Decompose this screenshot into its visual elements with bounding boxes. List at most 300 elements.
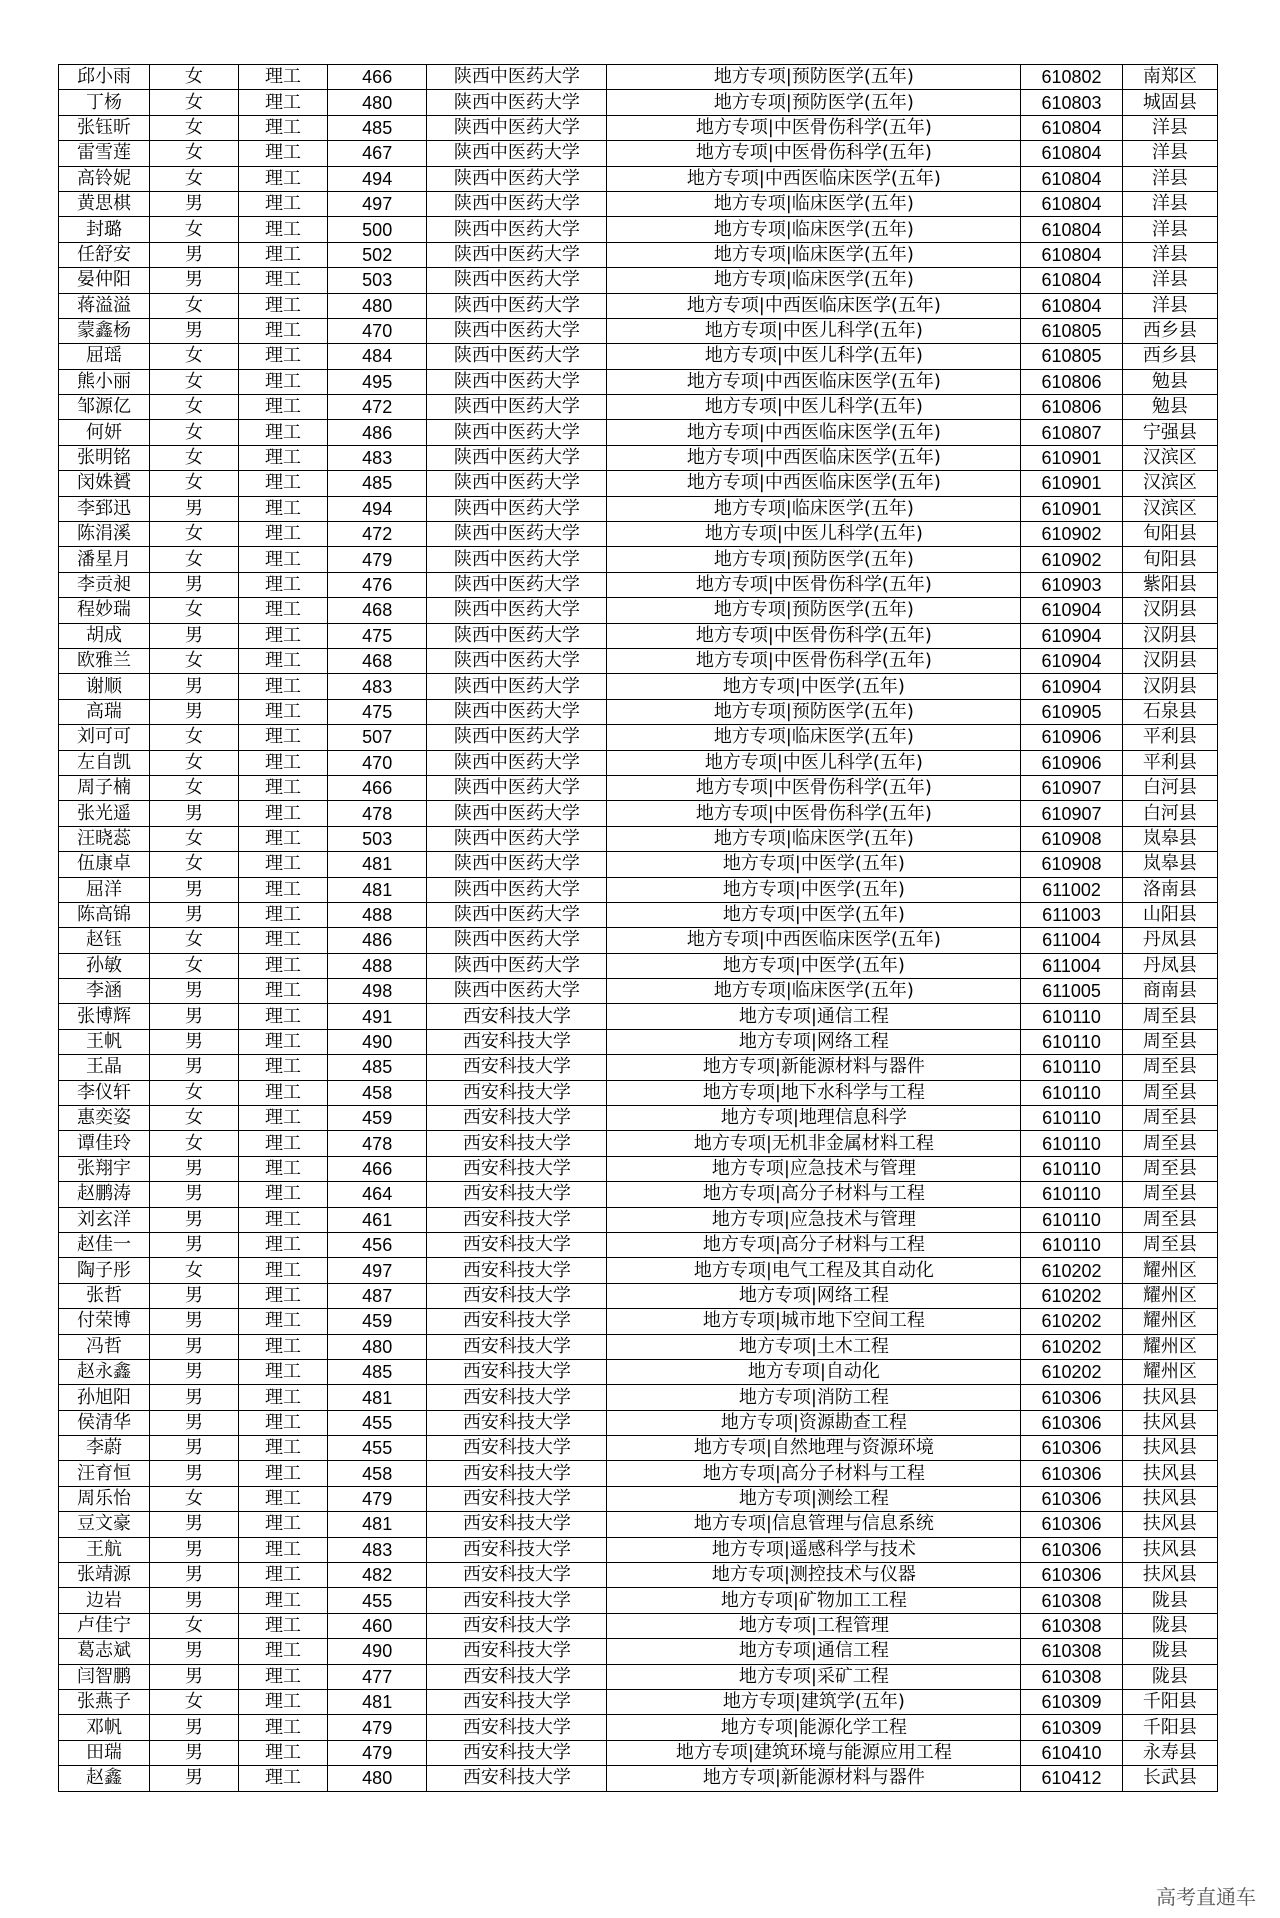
university-cell: 陕西中医药大学 [427,268,607,293]
name-cell: 陈涓溪 [59,522,150,547]
gender-cell: 男 [150,801,239,826]
table-row [59,928,1218,953]
major-cell: 地方专项|预防医学(五年) [607,65,1021,90]
major-cell: 地方专项|无机非金属材料工程 [607,1131,1021,1156]
code-cell: 610202 [1021,1309,1122,1334]
district-cell: 洛南县 [1122,877,1217,902]
gender-cell: 男 [150,191,239,216]
category-cell: 理工 [239,1309,328,1334]
major-cell: 地方专项|建筑环境与能源应用工程 [607,1740,1021,1765]
table-row [59,1359,1218,1384]
category-cell: 理工 [239,522,328,547]
district-cell: 汉阴县 [1122,674,1217,699]
category-cell: 理工 [239,877,328,902]
major-cell: 地方专项|高分子材料与工程 [607,1232,1021,1257]
name-cell: 张博辉 [59,1004,150,1029]
district-cell: 丹凤县 [1122,953,1217,978]
major-cell: 地方专项|工程管理 [607,1613,1021,1638]
category-cell: 理工 [239,1334,328,1359]
major-cell: 地方专项|新能源材料与器件 [607,1766,1021,1791]
district-cell: 汉滨区 [1122,496,1217,521]
name-cell: 赵永鑫 [59,1359,150,1384]
score-cell: 475 [328,623,427,648]
name-cell: 惠奕姿 [59,1106,150,1131]
university-cell: 陕西中医药大学 [427,547,607,572]
code-cell: 610308 [1021,1664,1122,1689]
university-cell: 陕西中医药大学 [427,293,607,318]
district-cell: 汉阴县 [1122,648,1217,673]
code-cell: 610202 [1021,1359,1122,1384]
university-cell: 陕西中医药大学 [427,420,607,445]
score-cell: 455 [328,1588,427,1613]
university-cell: 陕西中医药大学 [427,191,607,216]
name-cell: 刘玄洋 [59,1207,150,1232]
district-cell: 白河县 [1122,775,1217,800]
major-cell: 地方专项|中医儿科学(五年) [607,522,1021,547]
category-cell: 理工 [239,268,328,293]
university-cell: 陕西中医药大学 [427,801,607,826]
category-cell: 理工 [239,953,328,978]
table-row [59,725,1218,750]
district-cell: 西乡县 [1122,344,1217,369]
code-cell: 611005 [1021,979,1122,1004]
gender-cell: 女 [150,1258,239,1283]
code-cell: 610412 [1021,1766,1122,1791]
district-cell: 丹凤县 [1122,928,1217,953]
major-cell: 地方专项|消防工程 [607,1385,1021,1410]
district-cell: 南郑区 [1122,65,1217,90]
university-cell: 陕西中医药大学 [427,852,607,877]
category-cell: 理工 [239,750,328,775]
code-cell: 610804 [1021,268,1122,293]
score-cell: 507 [328,725,427,750]
district-cell: 平利县 [1122,725,1217,750]
university-cell: 西安科技大学 [427,1512,607,1537]
table-row [59,979,1218,1004]
score-cell: 464 [328,1182,427,1207]
code-cell: 610110 [1021,1232,1122,1257]
university-cell: 陕西中医药大学 [427,674,607,699]
table-row [59,852,1218,877]
major-cell: 地方专项|中医骨伤科学(五年) [607,648,1021,673]
name-cell: 程妙瑞 [59,598,150,623]
major-cell: 地方专项|中西医临床医学(五年) [607,420,1021,445]
major-cell: 地方专项|新能源材料与器件 [607,1055,1021,1080]
gender-cell: 女 [150,1080,239,1105]
gender-cell: 女 [150,420,239,445]
name-cell: 高瑞 [59,699,150,724]
score-cell: 480 [328,90,427,115]
code-cell: 610805 [1021,318,1122,343]
district-cell: 周至县 [1122,1106,1217,1131]
major-cell: 地方专项|临床医学(五年) [607,725,1021,750]
score-cell: 481 [328,852,427,877]
district-cell: 洋县 [1122,293,1217,318]
table-row [59,242,1218,267]
district-cell: 石泉县 [1122,699,1217,724]
code-cell: 610110 [1021,1156,1122,1181]
score-cell: 479 [328,1715,427,1740]
university-cell: 西安科技大学 [427,1410,607,1435]
score-cell: 472 [328,522,427,547]
major-cell: 地方专项|中医儿科学(五年) [607,318,1021,343]
major-cell: 地方专项|信息管理与信息系统 [607,1512,1021,1537]
district-cell: 勉县 [1122,395,1217,420]
university-cell: 西安科技大学 [427,1283,607,1308]
code-cell: 610308 [1021,1613,1122,1638]
major-cell: 地方专项|中医骨伤科学(五年) [607,801,1021,826]
university-cell: 陕西中医药大学 [427,395,607,420]
district-cell: 扶风县 [1122,1410,1217,1435]
district-cell: 周至县 [1122,1156,1217,1181]
table-row [59,699,1218,724]
district-cell: 永寿县 [1122,1740,1217,1765]
table-row [59,522,1218,547]
name-cell: 欧雅兰 [59,648,150,673]
name-cell: 任舒安 [59,242,150,267]
score-cell: 485 [328,471,427,496]
category-cell: 理工 [239,801,328,826]
major-cell: 地方专项|通信工程 [607,1004,1021,1029]
table-row [59,1563,1218,1588]
gender-cell: 女 [150,725,239,750]
category-cell: 理工 [239,1690,328,1715]
name-cell: 王晶 [59,1055,150,1080]
major-cell: 地方专项|资源勘查工程 [607,1410,1021,1435]
category-cell: 理工 [239,1766,328,1791]
code-cell: 610901 [1021,496,1122,521]
district-cell: 长武县 [1122,1766,1217,1791]
gender-cell: 男 [150,1563,239,1588]
name-cell: 张翔宇 [59,1156,150,1181]
table-row [59,1004,1218,1029]
university-cell: 西安科技大学 [427,1766,607,1791]
gender-cell: 男 [150,1715,239,1740]
score-cell: 483 [328,1537,427,1562]
name-cell: 闵姝贇 [59,471,150,496]
name-cell: 侯清华 [59,1410,150,1435]
category-cell: 理工 [239,852,328,877]
major-cell: 地方专项|中医儿科学(五年) [607,344,1021,369]
category-cell: 理工 [239,90,328,115]
district-cell: 平利县 [1122,750,1217,775]
university-cell: 西安科技大学 [427,1537,607,1562]
university-cell: 西安科技大学 [427,1486,607,1511]
university-cell: 陕西中医药大学 [427,623,607,648]
table-row [59,674,1218,699]
major-cell: 地方专项|中医学(五年) [607,674,1021,699]
university-cell: 陕西中医药大学 [427,141,607,166]
score-cell: 466 [328,1156,427,1181]
district-cell: 白河县 [1122,801,1217,826]
score-cell: 486 [328,928,427,953]
score-cell: 458 [328,1461,427,1486]
gender-cell: 男 [150,268,239,293]
score-cell: 478 [328,801,427,826]
score-cell: 461 [328,1207,427,1232]
table-row [59,1664,1218,1689]
district-cell: 洋县 [1122,217,1217,242]
category-cell: 理工 [239,217,328,242]
name-cell: 雷雪莲 [59,141,150,166]
score-cell: 481 [328,1385,427,1410]
name-cell: 丁杨 [59,90,150,115]
district-cell: 周至县 [1122,1080,1217,1105]
score-cell: 490 [328,1639,427,1664]
name-cell: 田瑞 [59,1740,150,1765]
category-cell: 理工 [239,318,328,343]
code-cell: 610901 [1021,471,1122,496]
gender-cell: 女 [150,166,239,191]
university-cell: 西安科技大学 [427,1156,607,1181]
code-cell: 610806 [1021,395,1122,420]
code-cell: 611004 [1021,928,1122,953]
table-row [59,826,1218,851]
table-row [59,1207,1218,1232]
score-cell: 494 [328,166,427,191]
name-cell: 汪晓蕊 [59,826,150,851]
category-cell: 理工 [239,344,328,369]
category-cell: 理工 [239,1486,328,1511]
score-cell: 485 [328,1055,427,1080]
major-cell: 地方专项|中医学(五年) [607,953,1021,978]
gender-cell: 男 [150,623,239,648]
name-cell: 张哲 [59,1283,150,1308]
university-cell: 陕西中医药大学 [427,496,607,521]
gender-cell: 女 [150,928,239,953]
name-cell: 张燕子 [59,1690,150,1715]
code-cell: 610306 [1021,1410,1122,1435]
university-cell: 陕西中医药大学 [427,115,607,140]
category-cell: 理工 [239,1207,328,1232]
table-row [59,1029,1218,1054]
gender-cell: 男 [150,1385,239,1410]
name-cell: 封璐 [59,217,150,242]
name-cell: 邹源亿 [59,395,150,420]
name-cell: 张钰昕 [59,115,150,140]
university-cell: 陕西中医药大学 [427,699,607,724]
major-cell: 地方专项|临床医学(五年) [607,191,1021,216]
name-cell: 屈瑶 [59,344,150,369]
table-row [59,1156,1218,1181]
name-cell: 冯哲 [59,1334,150,1359]
major-cell: 地方专项|中医学(五年) [607,902,1021,927]
gender-cell: 男 [150,1334,239,1359]
name-cell: 伍康卓 [59,852,150,877]
major-cell: 地方专项|建筑学(五年) [607,1690,1021,1715]
category-cell: 理工 [239,420,328,445]
gender-cell: 女 [150,141,239,166]
district-cell: 周至县 [1122,1182,1217,1207]
name-cell: 陈高锦 [59,902,150,927]
district-cell: 扶风县 [1122,1385,1217,1410]
category-cell: 理工 [239,699,328,724]
admission-list-table [58,64,1218,1792]
major-cell: 地方专项|城市地下空间工程 [607,1309,1021,1334]
name-cell: 邓帆 [59,1715,150,1740]
university-cell: 陕西中医药大学 [427,979,607,1004]
category-cell: 理工 [239,496,328,521]
gender-cell: 女 [150,852,239,877]
gender-cell: 男 [150,1512,239,1537]
name-cell: 边岩 [59,1588,150,1613]
district-cell: 城固县 [1122,90,1217,115]
name-cell: 豆文豪 [59,1512,150,1537]
university-cell: 陕西中医药大学 [427,445,607,470]
category-cell: 理工 [239,1613,328,1638]
category-cell: 理工 [239,65,328,90]
code-cell: 610802 [1021,65,1122,90]
category-cell: 理工 [239,674,328,699]
table-row [59,877,1218,902]
university-cell: 陕西中医药大学 [427,902,607,927]
code-cell: 610306 [1021,1563,1122,1588]
district-cell: 洋县 [1122,141,1217,166]
category-cell: 理工 [239,572,328,597]
category-cell: 理工 [239,166,328,191]
name-cell: 李贡昶 [59,572,150,597]
district-cell: 千阳县 [1122,1690,1217,1715]
code-cell: 610110 [1021,1207,1122,1232]
score-cell: 460 [328,1613,427,1638]
gender-cell: 女 [150,65,239,90]
score-cell: 480 [328,293,427,318]
gender-cell: 女 [150,395,239,420]
major-cell: 地方专项|采矿工程 [607,1664,1021,1689]
table-row [59,902,1218,927]
major-cell: 地方专项|临床医学(五年) [607,217,1021,242]
gender-cell: 男 [150,1461,239,1486]
name-cell: 王帆 [59,1029,150,1054]
name-cell: 李郅迅 [59,496,150,521]
major-cell: 地方专项|中西医临床医学(五年) [607,471,1021,496]
university-cell: 陕西中医药大学 [427,877,607,902]
score-cell: 498 [328,979,427,1004]
score-cell: 478 [328,1131,427,1156]
category-cell: 理工 [239,1029,328,1054]
code-cell: 610306 [1021,1512,1122,1537]
major-cell: 地方专项|遥感科学与技术 [607,1537,1021,1562]
table-row [59,318,1218,343]
district-cell: 陇县 [1122,1639,1217,1664]
major-cell: 地方专项|预防医学(五年) [607,90,1021,115]
university-cell: 西安科技大学 [427,1613,607,1638]
category-cell: 理工 [239,775,328,800]
table-row [59,1613,1218,1638]
category-cell: 理工 [239,1410,328,1435]
university-cell: 陕西中医药大学 [427,318,607,343]
code-cell: 610904 [1021,623,1122,648]
score-cell: 476 [328,572,427,597]
gender-cell: 女 [150,598,239,623]
score-cell: 479 [328,1486,427,1511]
score-cell: 500 [328,217,427,242]
category-cell: 理工 [239,395,328,420]
name-cell: 周乐怡 [59,1486,150,1511]
district-cell: 周至县 [1122,1131,1217,1156]
score-cell: 468 [328,648,427,673]
score-cell: 470 [328,750,427,775]
table-row [59,623,1218,648]
district-cell: 扶风县 [1122,1486,1217,1511]
code-cell: 610907 [1021,801,1122,826]
university-cell: 西安科技大学 [427,1258,607,1283]
table-row [59,1740,1218,1765]
university-cell: 西安科技大学 [427,1436,607,1461]
category-cell: 理工 [239,1131,328,1156]
name-cell: 张靖源 [59,1563,150,1588]
name-cell: 汪育恒 [59,1461,150,1486]
gender-cell: 男 [150,1232,239,1257]
university-cell: 西安科技大学 [427,1004,607,1029]
code-cell: 610805 [1021,344,1122,369]
category-cell: 理工 [239,1537,328,1562]
district-cell: 陇县 [1122,1588,1217,1613]
name-cell: 李仪轩 [59,1080,150,1105]
table-row [59,1715,1218,1740]
district-cell: 耀州区 [1122,1334,1217,1359]
name-cell: 孙敏 [59,953,150,978]
major-cell: 地方专项|预防医学(五年) [607,547,1021,572]
category-cell: 理工 [239,598,328,623]
name-cell: 卢佳宁 [59,1613,150,1638]
name-cell: 赵鑫 [59,1766,150,1791]
district-cell: 周至县 [1122,1232,1217,1257]
score-cell: 497 [328,191,427,216]
code-cell: 610806 [1021,369,1122,394]
district-cell: 周至县 [1122,1055,1217,1080]
district-cell: 岚皋县 [1122,826,1217,851]
code-cell: 610410 [1021,1740,1122,1765]
major-cell: 地方专项|临床医学(五年) [607,496,1021,521]
district-cell: 耀州区 [1122,1309,1217,1334]
score-cell: 495 [328,369,427,394]
table-row [59,775,1218,800]
university-cell: 西安科技大学 [427,1461,607,1486]
code-cell: 610306 [1021,1461,1122,1486]
score-cell: 475 [328,699,427,724]
table-row [59,1512,1218,1537]
table-row [59,1690,1218,1715]
district-cell: 陇县 [1122,1664,1217,1689]
table-row [59,1537,1218,1562]
university-cell: 西安科技大学 [427,1334,607,1359]
code-cell: 610306 [1021,1486,1122,1511]
name-cell: 晏仲阳 [59,268,150,293]
university-cell: 陕西中医药大学 [427,166,607,191]
table-row [59,1588,1218,1613]
table-row [59,598,1218,623]
gender-cell: 女 [150,775,239,800]
score-cell: 480 [328,1766,427,1791]
name-cell: 潘星月 [59,547,150,572]
table-row [59,217,1218,242]
university-cell: 陕西中医药大学 [427,826,607,851]
district-cell: 千阳县 [1122,1715,1217,1740]
code-cell: 610904 [1021,648,1122,673]
name-cell: 周子楠 [59,775,150,800]
score-cell: 497 [328,1258,427,1283]
score-cell: 455 [328,1410,427,1435]
table-row [59,1131,1218,1156]
score-cell: 502 [328,242,427,267]
name-cell: 葛志斌 [59,1639,150,1664]
code-cell: 610110 [1021,1080,1122,1105]
table-row [59,420,1218,445]
category-cell: 理工 [239,1055,328,1080]
code-cell: 610908 [1021,852,1122,877]
university-cell: 西安科技大学 [427,1359,607,1384]
